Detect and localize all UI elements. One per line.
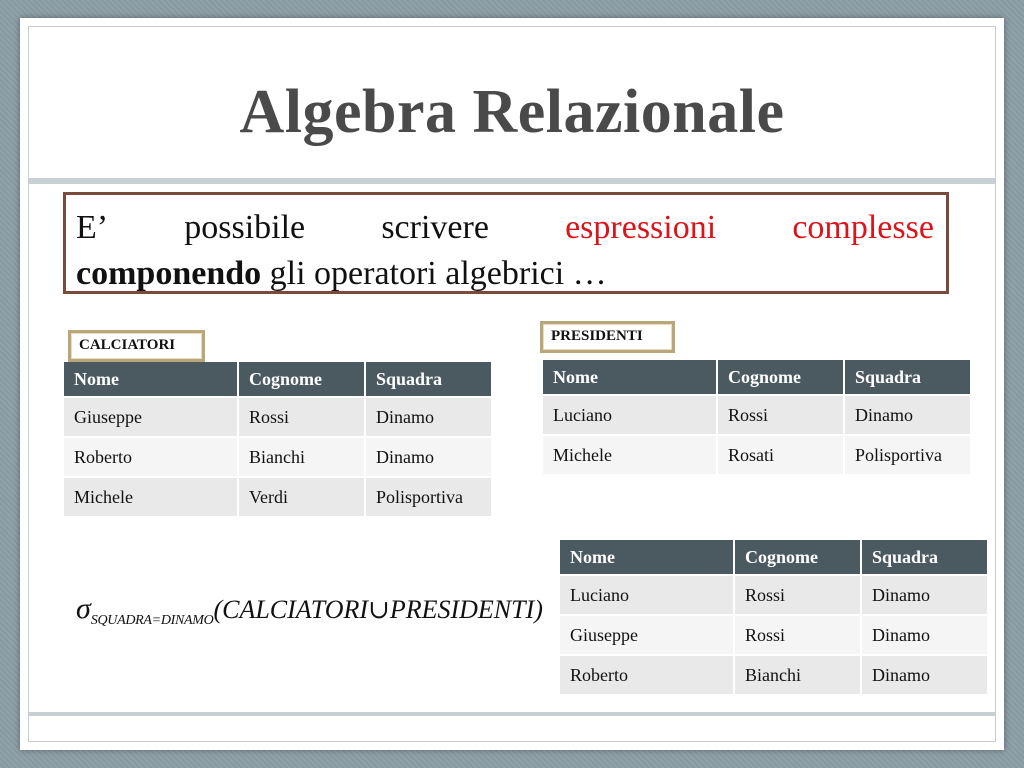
table-cell: Rossi <box>735 614 862 654</box>
presidenti-tag: PRESIDENTI <box>540 321 675 353</box>
intro-line-1 <box>76 205 934 251</box>
table-cell: Dinamo <box>366 436 491 476</box>
selection-formula <box>76 592 543 626</box>
intro-word-highlight: complesse <box>792 209 934 246</box>
table-cell: Giuseppe <box>560 614 735 654</box>
intro-line-2-rest: gli operatori algebrici … <box>261 255 607 292</box>
table-cell: Polisportiva <box>366 476 491 516</box>
table-row <box>560 574 987 614</box>
table-cell: Michele <box>543 434 718 474</box>
presidenti-table <box>543 360 970 474</box>
intro-line-2 <box>76 251 934 297</box>
table-header-row <box>64 362 491 396</box>
table-cell: Bianchi <box>735 654 862 694</box>
table-cell: Bianchi <box>239 436 366 476</box>
formula-body: (CALCIATORI∪PRESIDENTI) <box>213 595 543 624</box>
table-cell: Verdi <box>239 476 366 516</box>
table-header-row <box>543 360 970 394</box>
intro-word-highlight: espressioni <box>565 209 717 246</box>
table-cell: Dinamo <box>845 394 970 434</box>
column-header: Nome <box>64 362 239 396</box>
table-cell: Rossi <box>718 394 845 434</box>
table-cell: Rossi <box>239 396 366 436</box>
sigma-symbol: σ <box>76 592 91 625</box>
calciatori-tag: CALCIATORI <box>68 330 205 362</box>
footer-divider <box>29 712 995 716</box>
table-cell: Giuseppe <box>64 396 239 436</box>
table-cell: Rosati <box>718 434 845 474</box>
result-table <box>560 540 987 694</box>
table-row <box>64 436 491 476</box>
table-cell: Dinamo <box>862 614 987 654</box>
table-cell: Michele <box>64 476 239 516</box>
title-area <box>29 27 995 191</box>
table-cell: Roberto <box>560 654 735 694</box>
column-header: Cognome <box>735 540 862 574</box>
column-header: Squadra <box>845 360 970 394</box>
column-header: Cognome <box>239 362 366 396</box>
slide-title: Algebra Relazionale <box>239 78 785 146</box>
intro-word: possibile <box>184 209 306 246</box>
calciatori-table <box>64 362 491 516</box>
table-cell: Luciano <box>543 394 718 434</box>
slide <box>20 18 1004 750</box>
table-header-row <box>560 540 987 574</box>
intro-box <box>63 192 949 294</box>
column-header: Cognome <box>718 360 845 394</box>
column-header: Nome <box>543 360 718 394</box>
table-cell: Dinamo <box>862 654 987 694</box>
intro-word: E’ <box>76 209 109 246</box>
table-cell: Dinamo <box>862 574 987 614</box>
column-header: Squadra <box>366 362 491 396</box>
table-row <box>64 476 491 516</box>
table-row <box>560 654 987 694</box>
table-row <box>64 396 491 436</box>
intro-word: scrivere <box>381 209 489 246</box>
table-row <box>543 434 970 474</box>
intro-bold-word: componendo <box>76 255 262 292</box>
formula-subscript: SQUADRA=DINAMO <box>90 613 214 628</box>
column-header: Squadra <box>862 540 987 574</box>
column-header: Nome <box>560 540 735 574</box>
table-cell: Dinamo <box>366 396 491 436</box>
table-cell: Rossi <box>735 574 862 614</box>
table-row <box>560 614 987 654</box>
table-cell: Polisportiva <box>845 434 970 474</box>
table-cell: Luciano <box>560 574 735 614</box>
table-cell: Roberto <box>64 436 239 476</box>
table-row <box>543 394 970 434</box>
title-divider <box>29 178 995 184</box>
